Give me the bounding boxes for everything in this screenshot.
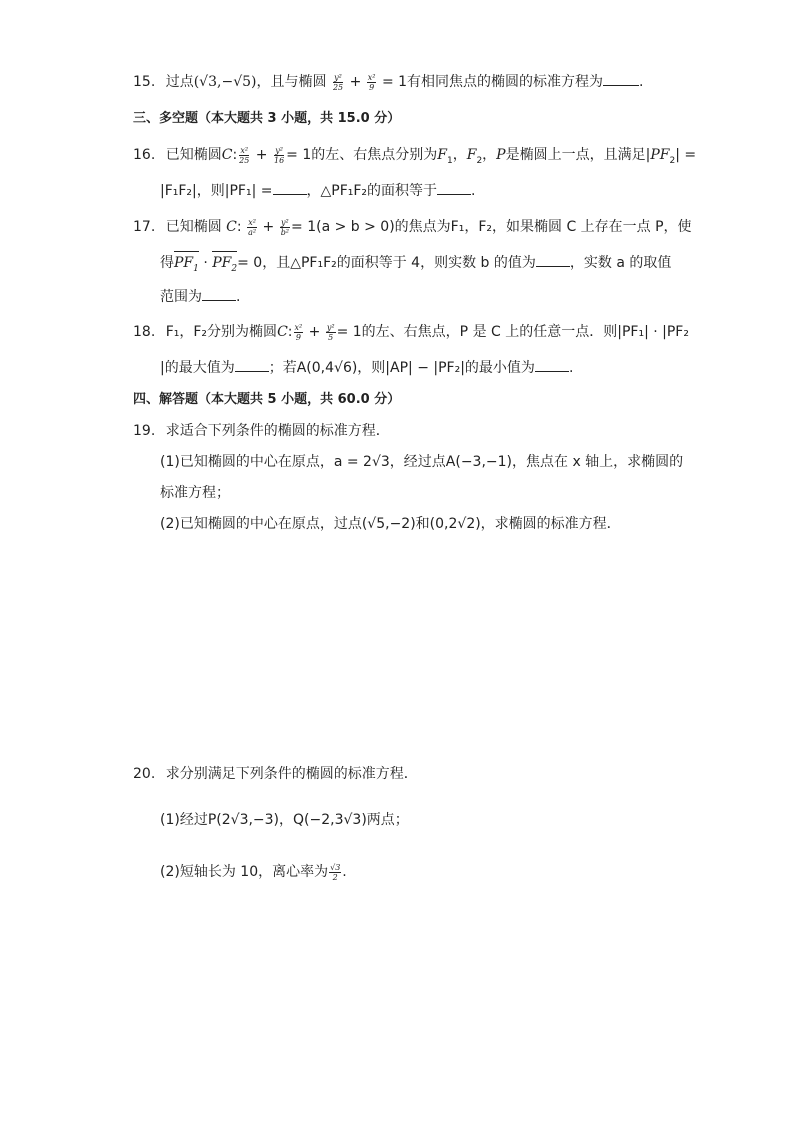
question-number: 17. bbox=[133, 219, 156, 235]
fraction-x2-9: $\frac{\text{x²}}{9}$ bbox=[367, 72, 376, 92]
fraction-sqrt3-2: $\frac{√3}{2}$ bbox=[330, 862, 341, 882]
fraction-y2-25: $\frac{\text{y²}}{25}$ bbox=[332, 72, 344, 92]
q19-stem: 求适合下列条件的椭圆的标准方程． bbox=[165, 423, 390, 439]
q16-text-3: 是椭圆上一点，且满足 bbox=[505, 147, 646, 163]
q17-text: 已知椭圆 bbox=[165, 219, 222, 235]
question-20 bbox=[133, 764, 418, 784]
vector-pf2: $PF_2$ bbox=[212, 253, 237, 279]
question-20-part-2 bbox=[160, 862, 347, 882]
fraction-y2-5: $\frac{\text{y²}}{5}$ bbox=[326, 322, 335, 342]
question-19-part-1-cont: 标准方程； bbox=[160, 485, 230, 501]
period: . bbox=[342, 864, 347, 880]
answer-blank[interactable] bbox=[273, 194, 307, 195]
q20-stem: 求分别满足下列条件的椭圆的标准方程． bbox=[165, 766, 418, 782]
answer-blank[interactable] bbox=[603, 85, 639, 86]
answer-blank[interactable] bbox=[437, 194, 471, 195]
q16-text-2: 的左、右焦点分别为 bbox=[311, 147, 438, 163]
question-17-line-2: 得$PF_1 \cdot PF_2= 0$，且△PF₁F₂的面积等于 4，则实数 b 的值为 ，实数 a 的取值 bbox=[160, 253, 671, 279]
q15-point: (√3,−√5) bbox=[193, 74, 257, 90]
q18-text-2: = 1的左、右焦点，P 是 C 上的任意一点．则|PF₁| · |PF₂ bbox=[336, 324, 689, 340]
q17-line2-text: 得 bbox=[160, 255, 174, 271]
q18-text: F₁，F₂分别为椭圆 bbox=[165, 324, 278, 340]
question-16: 16. 已知椭圆C: $\frac{\text{x²}}{25}$ + $\frac{\text{y²}}{16}$ = 1的左、右焦点分别为$F_1$，$F_2$，P是椭圆上一点，且满足$|PF_2|$ = bbox=[133, 145, 697, 166]
period: . bbox=[639, 74, 644, 90]
q15-text-2: ，且与椭圆 bbox=[256, 74, 327, 90]
q17-line3-text: 范围为 bbox=[160, 289, 202, 305]
question-15: 15. 过点(√3,−√5)，且与椭圆 $\frac{\text{y²}}{25}$ + $\frac{\text{x²}}{9}$ = 1有相同焦点的椭圆的标准方程为 . bbox=[133, 72, 644, 92]
question-17-line-3 bbox=[160, 287, 240, 307]
question-number: 18. bbox=[133, 324, 156, 340]
section-heading-3: 三、多空题（本大题共 3 小题，共 15.0 分） bbox=[133, 111, 401, 126]
q15-text: 过点 bbox=[165, 74, 194, 90]
q17-line2-text-2: = 0，且△PF₁F₂的面积等于 4，则实数 b 的值为 bbox=[237, 255, 536, 271]
answer-blank[interactable] bbox=[202, 300, 236, 301]
fraction-x2-a2: $\frac{\text{x²}}{\text{a²}}$ bbox=[248, 217, 257, 237]
period: . bbox=[236, 289, 241, 305]
question-19-part-1: (1)已知椭圆的中心在原点，a = 2√3，经过点A(−3,−1)，焦点在 x 轴上，求椭圆的 bbox=[160, 454, 684, 470]
fraction-y2-16: $\frac{\text{y²}}{16}$ bbox=[273, 145, 285, 165]
q17-line2-text-3: ，实数 a 的取值 bbox=[569, 255, 672, 271]
question-number: 15. bbox=[133, 74, 156, 90]
section-heading-4: 四、解答题（本大题共 5 小题，共 60.0 分） bbox=[133, 392, 401, 407]
q16-line2-text-2: ，△PF₁F₂的面积等于 bbox=[306, 183, 438, 199]
fraction-x2-25: $\frac{\text{x²}}{25}$ bbox=[239, 145, 250, 165]
q16-line2-text: |F₁F₂|，则|PF₁| = bbox=[160, 183, 273, 199]
answer-blank[interactable] bbox=[535, 371, 569, 372]
q16-text: 已知椭圆 bbox=[165, 147, 222, 163]
question-16-line-2 bbox=[160, 181, 476, 201]
q20-part2-text: (2)短轴长为 10，离心率为 bbox=[160, 864, 329, 880]
q15-text-3: = 1有相同焦点的椭圆的标准方程为 bbox=[381, 74, 604, 90]
question-20-part-1: (1)经过P(2√3,−3)，Q(−2,3√3)两点； bbox=[160, 812, 409, 828]
fraction-y2-b2: $\frac{\text{y²}}{\text{b²}}$ bbox=[280, 217, 290, 237]
vector-pf1: $PF_1$ bbox=[174, 253, 199, 279]
question-18-line-2 bbox=[160, 358, 573, 378]
period: . bbox=[568, 360, 574, 376]
question-19-part-2: (2)已知椭圆的中心在原点，过点(√5,−2)和(0,2√2)，求椭圆的标准方程． bbox=[160, 516, 621, 532]
question-19 bbox=[133, 421, 390, 441]
answer-blank[interactable] bbox=[536, 266, 570, 267]
question-number: 19. bbox=[133, 423, 156, 439]
q18-line2-text: |的最大值为 bbox=[160, 360, 235, 376]
period: . bbox=[471, 183, 476, 199]
question-number: 20. bbox=[133, 766, 156, 782]
q17-text-2: = 1(a > b > 0)的焦点为F₁，F₂，如果椭圆 C 上存在一点 P，使 bbox=[291, 219, 692, 235]
question-17: 17. 已知椭圆 C: $\frac{\text{x²}}{\text{a²}}$ + $\frac{\text{y²}}{\text{b²}}$ = 1(a > b > 0)的焦点为F₁，F₂，如果椭圆 C 上存在一点 P，使 bbox=[133, 217, 692, 237]
question-number: 16. bbox=[133, 147, 156, 163]
answer-blank[interactable] bbox=[235, 371, 269, 372]
q18-line2-text-2: ；若A(0,4√6)，则|AP| − |PF₂|的最小值为 bbox=[268, 360, 535, 376]
question-18: 18. F₁，F₂分别为椭圆C: $\frac{\text{x²}}{9}$ + $\frac{\text{y²}}{5}$ = 1的左、右焦点，P 是 C 上的任意一点．则|PF₁| · |PF₂ bbox=[133, 322, 689, 342]
fraction-x2-9: $\frac{\text{x²}}{9}$ bbox=[294, 322, 303, 342]
